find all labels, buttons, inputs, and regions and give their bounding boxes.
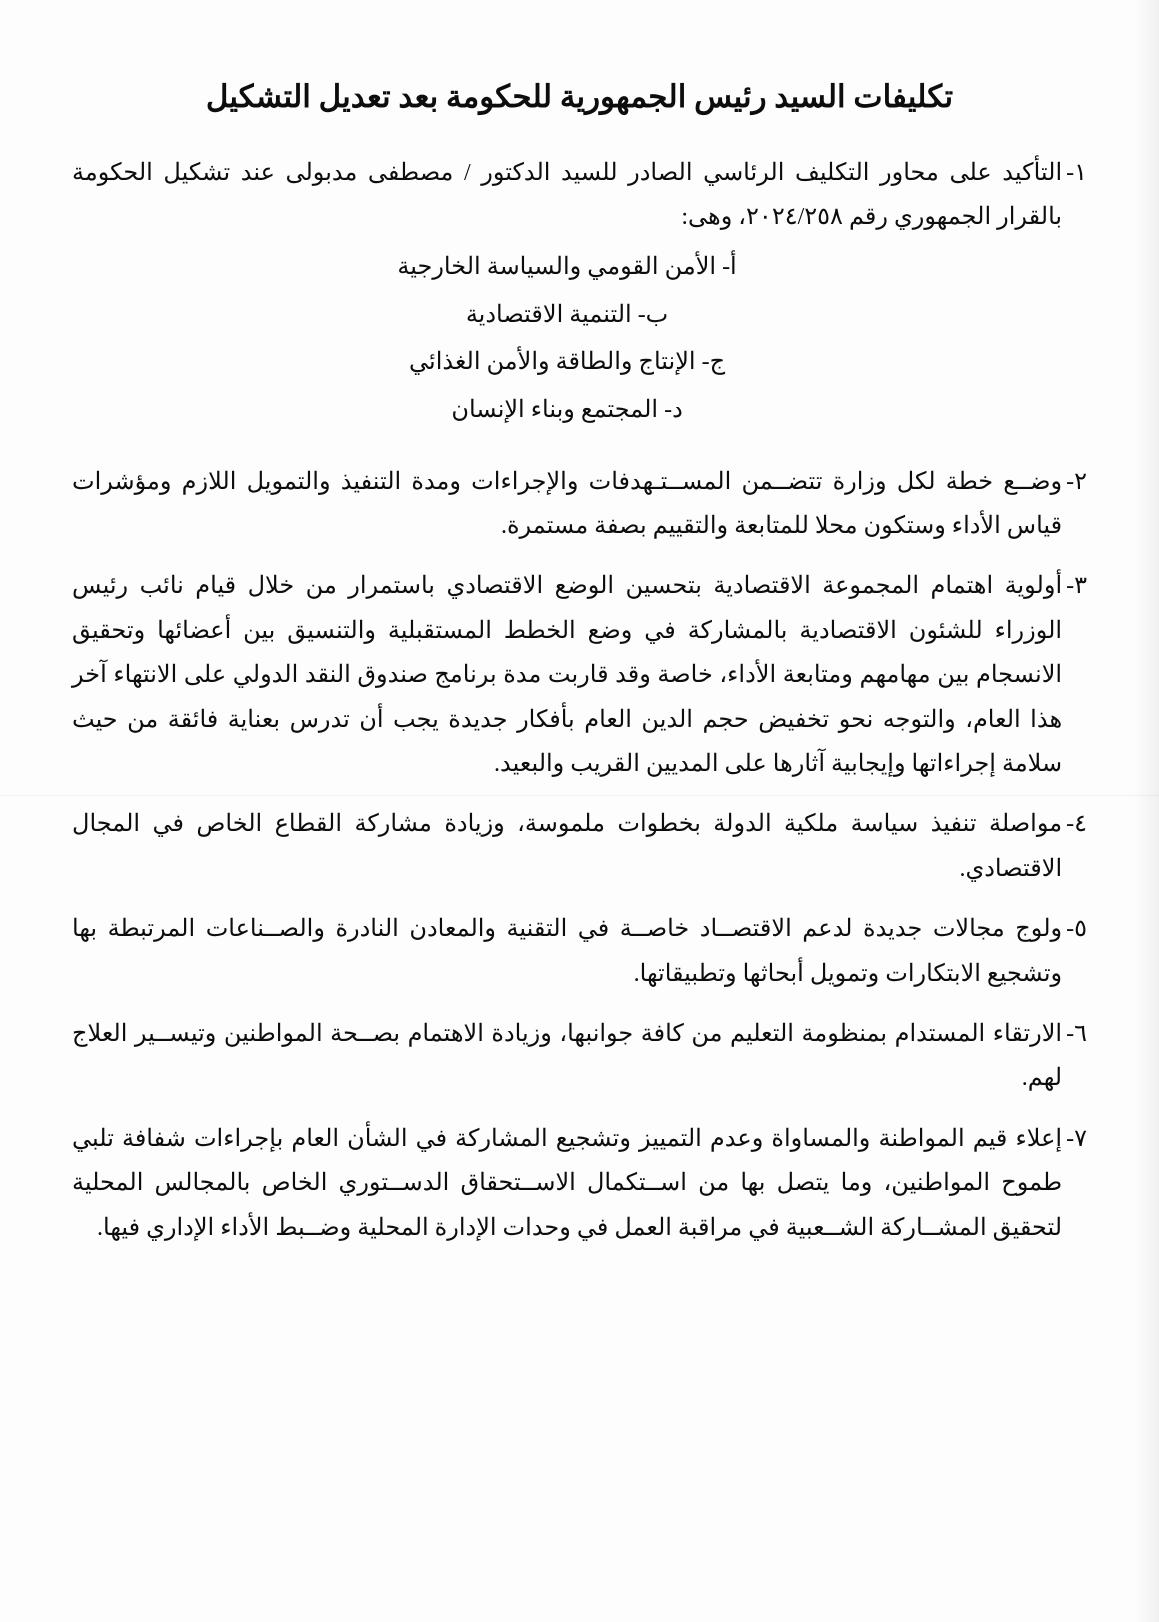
list-item [72, 802, 1087, 891]
list-item-number: ٣- [1066, 573, 1087, 600]
list-item-text: مواصلة تنفيذ سياسة ملكية الدولة بخطوات ملموسة، وزيادة مشاركة القطاع الخاص في المجال الاقتصادي. [72, 811, 1063, 882]
list-item [72, 1012, 1087, 1101]
sub-list-item: ب- التنمية الاقتصادية [465, 301, 669, 328]
list-item-text: أولوية اهتمام المجموعة الاقتصادية بتحسين الوضع الاقتصادي باستمرار من خلال قيام نائب رئيس الوزراء للشئون الاقتصادية بالمشاركة في وضع الخطط المستقبلية والتنسيق بين أعضائها وتحقيق الانسجام بين مهامهم ومتابعة الأداء، خاصة وقد قاربت مدة برنامج صندوق النقد الدولي على الانتهاء آخر هذا العام، والتوجه نحو تخفيض حجم الدين العام بأفكار جديدة يجب أن تدرس بعناية فائقة من حيث سلامة إجراءاتها وإيجابية آثارها على المديين القريب والبعيد. [72, 573, 1063, 777]
sub-clause-list [72, 245, 1062, 433]
sub-list-item: د- المجتمع وبناء الإنسان [451, 397, 683, 424]
list-item-number: ١- [1066, 159, 1087, 186]
list-item-text: ولوج مجالات جديدة لدعم الاقتصــاد خاصــة في التقنية والمعادن النادرة والصــناعات المرتبطة بها وتشجيع الابتكارات وتمويل أبحاثها وتطبيقاتها. [72, 916, 1063, 987]
list-item-text: الارتقاء المستدام بمنظومة التعليم من كافة جوانبها، وزيادة الاهتمام بصــحة المواطنين وتيســير العلاج لهم. [72, 1020, 1063, 1092]
list-item-number: ٥- [1066, 916, 1087, 943]
list-item-number: ٦- [1066, 1020, 1087, 1047]
list-item [72, 564, 1087, 786]
list-item [72, 460, 1087, 549]
list-item-text: إعلاء قيم المواطنة والمساواة وعدم التمييز وتشجيع المشاركة في الشأن العام بإجراءات شفافة تلبي طموح المواطنين، وما يتصل بها من اســتكمال الاســتحقاق الدســتوري الخاص بالمجالس المحلية لتحقيق المشــاركة الشــعبية في مراقبة العمل في وحدات الإدارة المحلية وضــبط الأداء الإداري فيها. [72, 1125, 1063, 1241]
clause-list [72, 151, 1087, 1250]
list-item [72, 1117, 1087, 1250]
list-item [72, 907, 1087, 996]
sub-list-item: أ- الأمن القومي والسياسة الخارجية [397, 254, 737, 281]
list-item-number: ٤- [1066, 811, 1087, 838]
list-item-text: وضــع خطة لكل وزارة تتضــمن المســتـهدفات والإجراءات ومدة التنفيذ والتمويل اللازم ومؤشرات قياس الأداء وستكون محلا للمتابعة والتقييم بصفة مستمرة. [72, 468, 1063, 540]
list-item-text: التأكيد على محاور التكليف الرئاسي الصادر للسيد الدكتور / مصطفى مدبولى عند تشكيل الحكومة بالقرار الجمهوري رقم ٢٠٢٤/٢٥٨، وهى: [72, 159, 1063, 230]
page-title: تكليفات السيد رئيس الجمهورية للحكومة بعد تعديل التشكيل [205, 79, 954, 114]
sub-list-item: ج- الإنتاج والطاقة والأمن الغذائي [409, 349, 726, 376]
scan-edge-shadow [1133, 0, 1159, 1622]
list-item [72, 151, 1087, 444]
list-item-number: ٢- [1066, 468, 1087, 495]
list-item-number: ٧- [1066, 1125, 1087, 1152]
